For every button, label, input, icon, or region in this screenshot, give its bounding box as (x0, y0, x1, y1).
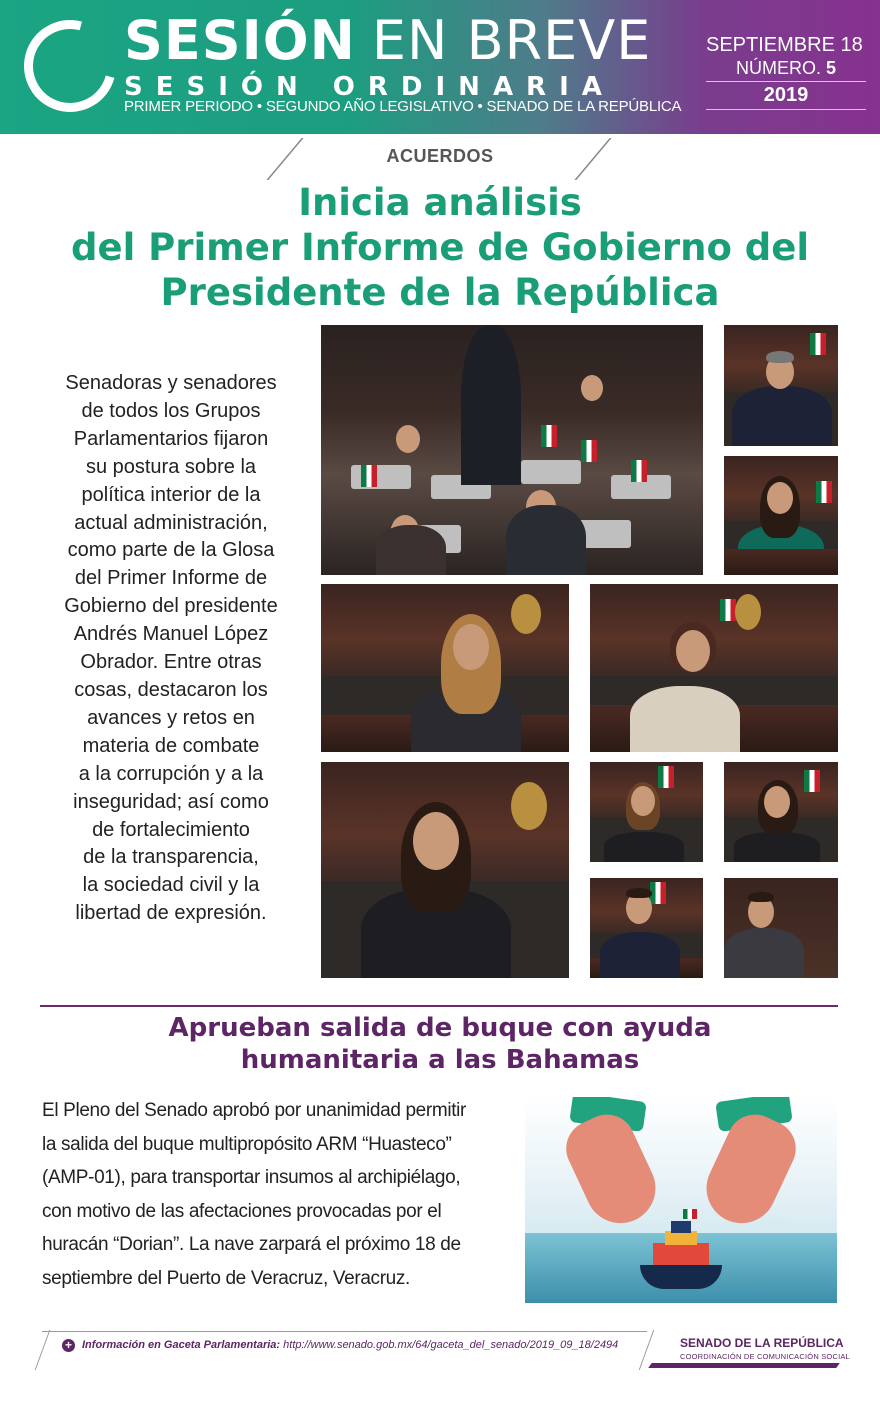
masthead-subtitle: SESIÓN ORDINARIA (124, 72, 615, 102)
speaker-photo-9 (724, 878, 838, 978)
second-story-body (42, 1094, 516, 1295)
speaker-photo-2 (724, 456, 838, 575)
body-line: cosas, destacaron los (74, 678, 268, 701)
body-line: materia de combate (82, 734, 260, 757)
masthead-title (124, 9, 652, 72)
body-line: a la corrupción y a la (78, 762, 264, 785)
body-line: Andrés Manuel López (73, 623, 269, 646)
body-line: libertad de expresión. (75, 902, 267, 925)
body-line: con motivo de las afectaciones provocadas por el (42, 1200, 442, 1222)
issue-date: SEPTIEMBRE 18 (706, 34, 863, 56)
main-headline (40, 180, 840, 315)
plus-icon: + (62, 1339, 75, 1352)
body-line: Obrador. Entre otras (80, 651, 262, 674)
senate-floor-photo (321, 325, 703, 575)
body-line: El Pleno del Senado aprobó por unanimidad permitir (42, 1100, 466, 1121)
masthead-period-line: PRIMER PERIODO • SEGUNDO AÑO LEGISLATIVO • SENADO DE LA REPÚBLICA (124, 98, 682, 115)
main-headline-line: del Primer Informe de Gobierno del (70, 226, 810, 269)
section-divider (40, 1005, 838, 1007)
section-tag (270, 138, 610, 174)
speaker-photo-1 (724, 325, 838, 446)
humanitarian-ship-illustration (525, 1097, 837, 1303)
section-tag-label: ACUERDOS (386, 146, 494, 166)
footer-org-sub: COORDINACIÓN DE COMUNICACIÓN SOCIAL (680, 1352, 850, 1361)
speaker-photo-8 (590, 878, 703, 978)
body-line: de todos los Grupos (81, 399, 261, 422)
body-line: su postura sobre la (85, 455, 257, 478)
issue-number (706, 58, 866, 82)
issue-number-value: 5 (826, 58, 837, 78)
body-line: huracán “Dorian”. La nave zarpará el próximo 18 de (42, 1234, 461, 1255)
second-headline-line: Aprueban salida de buque con ayuda (168, 1013, 712, 1043)
body-line: Parlamentarios fijaron (73, 427, 269, 450)
main-story-body (40, 370, 302, 928)
logo-ring-icon (7, 3, 133, 129)
gaceta-label: Información en Gaceta Parlamentaria: (82, 1339, 281, 1351)
body-line: del Primer Informe de (74, 567, 268, 590)
footer-org: SENADO DE LA REPÚBLICA (680, 1336, 844, 1350)
second-headline (60, 1012, 820, 1076)
speaker-photo-5 (321, 762, 569, 978)
body-line: actual administración, (74, 511, 268, 534)
second-headline-line: humanitaria a las Bahamas (240, 1045, 640, 1075)
body-line: avances y retos en (87, 706, 255, 729)
body-line: la sociedad civil y la (82, 874, 260, 897)
gaceta-info (82, 1339, 618, 1351)
body-line: Gobierno del presidente (64, 595, 278, 618)
body-line: inseguridad; así como (73, 790, 269, 813)
body-line: (AMP-01), para transportar insumos al archipiélago, (42, 1167, 461, 1188)
body-line: septiembre del Puerto de Veracruz, Veracruz. (42, 1267, 410, 1289)
body-line: Senadoras y senadores (65, 372, 277, 394)
title-bold: SESIÓN (124, 9, 356, 72)
speaker-photo-4 (590, 584, 838, 752)
body-line: política interior de la (81, 483, 261, 506)
main-headline-line: Presidente de la República (160, 271, 720, 314)
speaker-photo-7 (724, 762, 838, 862)
speaker-photo-6 (590, 762, 703, 862)
speaker-photo-3 (321, 584, 569, 752)
gaceta-link[interactable]: http://www.senado.gob.mx/64/gaceta_del_senado/2019_09_18/2494 (283, 1339, 619, 1351)
footer-accent-bar (648, 1363, 840, 1368)
body-line: de la transparencia, (83, 846, 259, 869)
masthead (0, 0, 880, 134)
main-headline-line: Inicia análisis (298, 181, 582, 224)
title-light: EN BREVE (371, 9, 652, 72)
body-line: como parte de la Glosa (67, 539, 275, 562)
body-line: de fortalecimiento (92, 818, 250, 841)
footer-diag-left (35, 1330, 51, 1370)
body-line: la salida del buque multipropósito ARM “Huasteco” (42, 1133, 452, 1155)
issue-year: 2019 (706, 84, 866, 110)
issue-number-label: NÚMERO. (735, 58, 821, 78)
